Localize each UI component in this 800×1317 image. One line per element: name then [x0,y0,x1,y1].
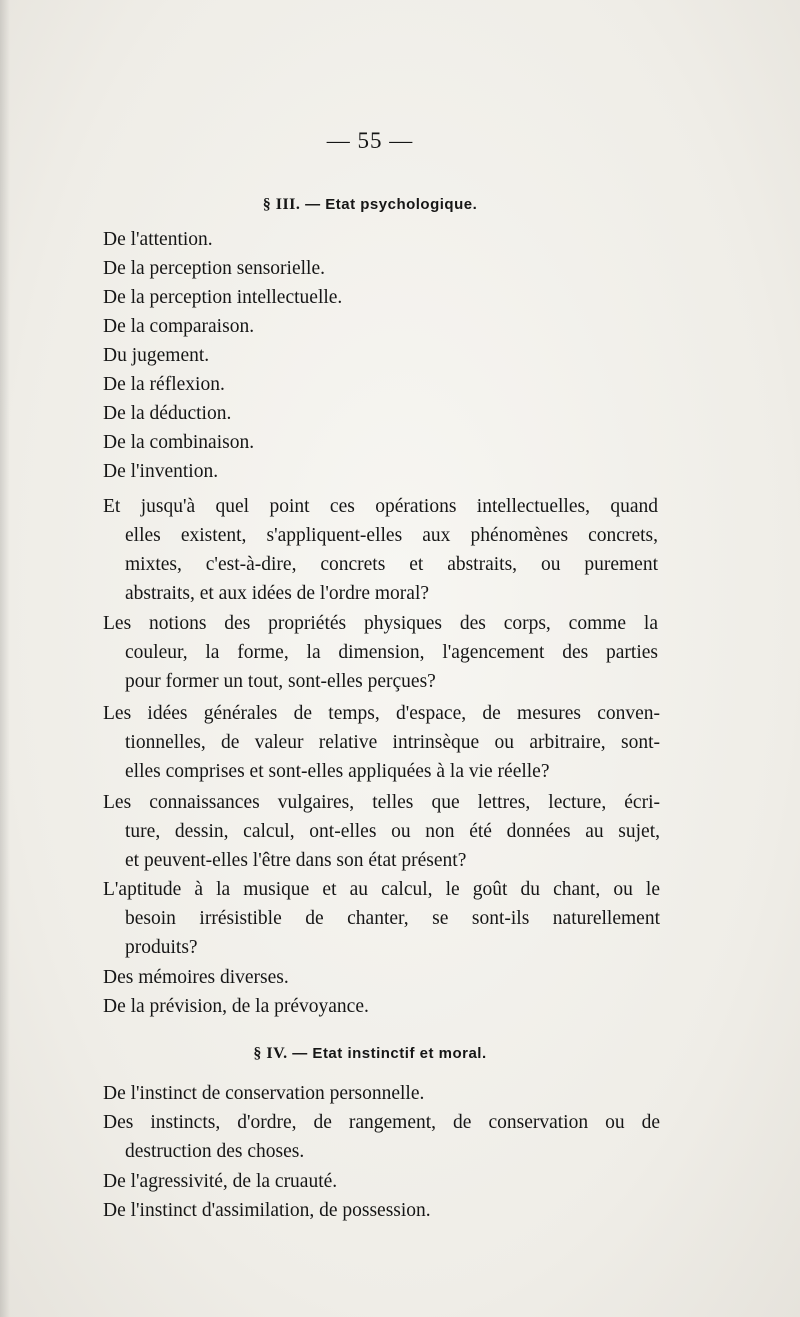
text-line: et peuvent-elles l'être dans son état présent? [125,850,467,871]
text-line: tionnelles, de valeur relative intrinsèque ou arbitraire, sont- [125,732,660,753]
text-line: L'aptitude à la musique et au calcul, le goût du chant, ou le [103,879,660,900]
text-line: abstraits, et aux idées de l'ordre moral? [125,583,430,604]
section-marker: § III. [262,196,301,213]
text-line: De l'attention. [103,229,213,250]
text-line: De la réflexion. [103,374,225,395]
text-line: De la perception intellectuelle. [103,287,343,308]
text-line: De la déduction. [103,403,232,424]
text-line: De l'invention. [103,461,219,482]
text-line: elles comprises et sont-elles appliquées à la vie réelle? [125,761,550,782]
text-line: Les idées générales de temps, d'espace, de mesures conven- [103,703,660,724]
section-heading-instinctif [0,1045,740,1063]
text-line: De l'agressivité, de la cruauté. [103,1171,338,1192]
text-line: ture, dessin, calcul, ont-elles ou non été données au sujet, [125,821,660,842]
text-line: De la prévision, de la prévoyance. [103,996,369,1017]
text-line: destruction des choses. [125,1141,305,1162]
text-line: Les connaissances vulgaires, telles que lettres, lecture, écri- [103,792,660,813]
text-line: besoin irrésistible de chanter, se sont-ils naturellement [125,908,660,929]
section-marker: § IV. [253,1045,288,1062]
section-title: — Etat instinctif et moral. [292,1045,487,1062]
text-line: De l'instinct d'assimilation, de possession. [103,1200,431,1221]
text-line: produits? [125,937,198,958]
text-line: Les notions des propriétés physiques des corps, comme la [103,613,658,634]
text-line: De la perception sensorielle. [103,258,325,279]
section-heading-psychologique [0,196,740,214]
page-number: — 55 — [326,128,414,153]
text-line: De l'instinct de conservation personnelle. [103,1083,425,1104]
text-line: De la comparaison. [103,316,255,337]
text-line: pour former un tout, sont-elles perçues? [125,671,436,692]
text-line: Des mémoires diverses. [103,967,289,988]
section-title: — Etat psychologique. [305,196,478,213]
text-line: De la combinaison. [103,432,255,453]
text-line: Des instincts, d'ordre, de rangement, de conservation ou de [103,1112,660,1133]
text-line: mixtes, c'est-à-dire, concrets et abstraits, ou purement [125,554,658,575]
text-line: Et jusqu'à quel point ces opérations intellectuelles, quand [103,496,658,517]
text-line: elles existent, s'appliquent-elles aux phénomènes concrets, [125,525,658,546]
text-line: couleur, la forme, la dimension, l'agencement des parties [125,642,658,663]
text-line: Du jugement. [103,345,210,366]
